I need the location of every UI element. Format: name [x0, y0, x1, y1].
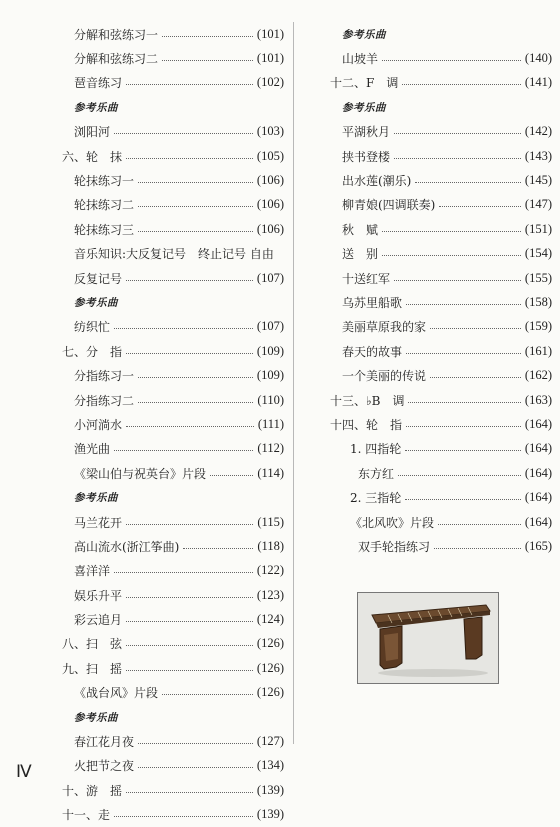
entry-page-number: (106) — [256, 221, 284, 236]
entry-page-number: (105) — [256, 148, 284, 163]
toc-entry — [330, 144, 552, 168]
toc-entry — [330, 193, 552, 217]
entry-title: 双手轮指练习 — [358, 539, 431, 554]
entry-title: 纺织忙 — [74, 320, 111, 335]
toc-entry — [62, 510, 284, 534]
dot-leader — [382, 60, 521, 61]
entry-title: 春江花月夜 — [74, 735, 135, 750]
toc-entry — [330, 534, 552, 558]
entry-page-number: (164) — [524, 441, 552, 456]
entry-page-number: (158) — [524, 294, 552, 309]
dot-leader — [183, 548, 253, 549]
dot-leader — [138, 182, 253, 183]
entry-title: 火把节之夜 — [74, 759, 135, 774]
entry-page-number: (107) — [256, 319, 284, 334]
dot-leader — [406, 426, 521, 427]
entry-title: 娱乐升平 — [74, 588, 123, 603]
toc-entry — [330, 437, 552, 461]
section-header — [330, 95, 552, 119]
entry-page-number: (141) — [524, 75, 552, 90]
entry-page-number: (162) — [524, 368, 552, 383]
entry-page-number: (140) — [524, 51, 552, 66]
toc-entry — [62, 412, 284, 436]
entry-title: 浏阳河 — [74, 125, 111, 140]
dot-leader — [406, 353, 521, 354]
entry-title: 分解和弦练习一 — [74, 27, 159, 42]
toc-entry — [330, 461, 552, 485]
dot-leader — [382, 231, 521, 232]
entry-title: 喜洋洋 — [74, 564, 111, 579]
toc-entry — [62, 656, 284, 680]
toc-entry — [62, 778, 284, 802]
entry-title: 山坡羊 — [342, 52, 379, 67]
toc-entry — [62, 534, 284, 558]
toc-entry — [330, 217, 552, 241]
entry-page-number: (124) — [256, 612, 284, 627]
dot-leader — [126, 84, 253, 85]
toc-entry — [62, 388, 284, 412]
toc-entry — [330, 168, 552, 192]
entry-page-number: (143) — [524, 148, 552, 163]
dot-leader — [114, 572, 253, 573]
toc-entry — [330, 315, 552, 339]
entry-title: 2. 三指轮 — [350, 491, 402, 506]
dot-leader — [114, 450, 253, 451]
dot-leader — [138, 402, 253, 403]
toc-entry — [62, 339, 284, 363]
entry-page-number: (127) — [256, 734, 284, 749]
toc-entry — [330, 510, 552, 534]
entry-page-number: (107) — [256, 270, 284, 285]
entry-page-number: (145) — [524, 173, 552, 188]
toc-entry — [330, 242, 552, 266]
toc-entry — [62, 22, 284, 46]
entry-title: 东方红 — [358, 466, 395, 481]
dot-leader — [138, 377, 253, 378]
toc-entry — [330, 412, 552, 436]
toc-entry — [62, 71, 284, 95]
entry-title: 琶音练习 — [74, 76, 123, 91]
entry-title: 《梁山伯与祝英台》片段 — [74, 466, 207, 481]
entry-page-number: (109) — [256, 368, 284, 383]
entry-page-number: (155) — [524, 270, 552, 285]
toc-entry — [62, 754, 284, 778]
entry-title: 柳青娘(四调联奏) — [342, 198, 436, 213]
section-header — [62, 485, 284, 509]
dot-leader — [415, 182, 521, 183]
entry-title: 音乐知识:大反复记号 终止记号 自由 — [74, 247, 274, 262]
dot-leader — [398, 475, 521, 476]
entry-page-number: (111) — [257, 416, 284, 431]
section-header-label: 参考乐曲 — [342, 101, 386, 114]
toc-entry — [62, 217, 284, 241]
dot-leader — [162, 694, 253, 695]
entry-title: 《北风吹》片段 — [350, 515, 435, 530]
toc-entry — [330, 363, 552, 387]
dot-leader — [126, 792, 253, 793]
entry-page-number: (164) — [524, 416, 552, 431]
toc-entry — [330, 485, 552, 509]
toc-entry — [62, 632, 284, 656]
dot-leader — [162, 36, 253, 37]
entry-title: 十送红军 — [342, 271, 391, 286]
entry-title: 轮抹练习一 — [74, 174, 135, 189]
page-number: Ⅳ — [16, 762, 32, 781]
toc-entry — [330, 120, 552, 144]
entry-page-number: (126) — [256, 685, 284, 700]
toc-entry — [62, 729, 284, 753]
toc-entry — [330, 339, 552, 363]
entry-page-number: (112) — [257, 441, 284, 456]
entry-page-number: (134) — [256, 758, 284, 773]
dot-leader — [114, 133, 253, 134]
entry-title: 1. 四指轮 — [350, 442, 402, 457]
entry-page-number: (164) — [524, 465, 552, 480]
dot-leader — [126, 353, 253, 354]
toc-entry — [62, 363, 284, 387]
toc-entry — [62, 120, 284, 144]
toc-entry — [62, 144, 284, 168]
entry-title: 分指练习二 — [74, 393, 135, 408]
dot-leader — [138, 231, 253, 232]
entry-page-number: (161) — [524, 343, 552, 358]
toc-entry — [330, 71, 552, 95]
section-header-label: 参考乐曲 — [342, 28, 386, 41]
entry-title: 一个美丽的传说 — [342, 369, 427, 384]
entry-page-number: (118) — [257, 538, 284, 553]
entry-title: 春天的故事 — [342, 344, 403, 359]
entry-title: 送 别 — [342, 247, 379, 262]
entry-page-number: (103) — [256, 124, 284, 139]
dot-leader — [126, 645, 253, 646]
dot-leader — [402, 84, 521, 85]
dot-leader — [126, 621, 253, 622]
entry-page-number: (165) — [524, 538, 552, 553]
entry-page-number: (139) — [256, 782, 284, 797]
entry-page-number: (126) — [256, 660, 284, 675]
entry-title: 轮抹练习三 — [74, 222, 135, 237]
dot-leader — [162, 60, 253, 61]
entry-page-number: (110) — [257, 392, 284, 407]
entry-title: 挟书登楼 — [342, 149, 391, 164]
entry-title: 分解和弦练习二 — [74, 52, 159, 67]
toc-entry — [62, 607, 284, 631]
entry-title: 九、扫 摇 — [62, 661, 123, 676]
dot-leader — [434, 548, 521, 549]
entry-page-number: (151) — [524, 221, 552, 236]
dot-leader — [439, 206, 521, 207]
dot-leader — [405, 499, 521, 500]
toc-right-column — [330, 22, 552, 559]
entry-title: 六、轮 抹 — [62, 149, 123, 164]
entry-page-number: (123) — [256, 587, 284, 602]
entry-title: 渔光曲 — [74, 442, 111, 457]
entry-page-number: (101) — [256, 51, 284, 66]
toc-entry — [62, 193, 284, 217]
section-header — [62, 290, 284, 314]
entry-page-number: (139) — [256, 807, 284, 822]
toc-entry — [62, 681, 284, 705]
toc-entry — [62, 315, 284, 339]
entry-title: 七、分 指 — [62, 344, 123, 359]
column-divider — [293, 22, 294, 744]
entry-title: 十、游 摇 — [62, 783, 123, 798]
entry-page-number: (106) — [256, 173, 284, 188]
entry-page-number: (101) — [256, 26, 284, 41]
entry-page-number: (102) — [256, 75, 284, 90]
toc-entry — [330, 290, 552, 314]
guzheng-photo — [357, 592, 499, 684]
entry-title: 十三、♭B 调 — [330, 393, 405, 408]
entry-title: 乌苏里船歌 — [342, 295, 403, 310]
dot-leader — [394, 280, 521, 281]
entry-page-number: (106) — [256, 197, 284, 212]
entry-page-number: (122) — [256, 563, 284, 578]
dot-leader — [408, 402, 520, 403]
entry-page-number: (164) — [524, 490, 552, 505]
dot-leader — [430, 328, 521, 329]
entry-title: 反复记号 — [74, 271, 123, 286]
entry-page-number: (114) — [257, 465, 284, 480]
dot-leader — [405, 450, 521, 451]
dot-leader — [210, 475, 253, 476]
dot-leader — [126, 426, 254, 427]
entry-title: 八、扫 弦 — [62, 637, 123, 652]
section-header-label: 参考乐曲 — [74, 101, 118, 114]
entry-title: 出水莲(潮乐) — [342, 174, 412, 189]
toc-entry — [62, 461, 284, 485]
section-header — [330, 22, 552, 46]
entry-title: 轮抹练习二 — [74, 198, 135, 213]
entry-title: 十二、F 调 — [330, 76, 399, 91]
dot-leader — [114, 816, 253, 817]
dot-leader — [126, 524, 253, 525]
dot-leader — [126, 280, 253, 281]
dot-leader — [382, 255, 521, 256]
entry-title: 十四、轮 指 — [330, 417, 403, 432]
toc-entry — [62, 242, 284, 266]
section-header-label: 参考乐曲 — [74, 296, 118, 309]
entry-title: 美丽草原我的家 — [342, 320, 427, 335]
dot-leader — [394, 158, 521, 159]
dot-leader — [126, 597, 253, 598]
dot-leader — [438, 524, 521, 525]
entry-page-number: (147) — [524, 197, 552, 212]
toc-entry — [62, 583, 284, 607]
entry-title: 平湖秋月 — [342, 125, 391, 140]
entry-title: 高山流水(浙江筝曲) — [74, 539, 180, 554]
section-header-label: 参考乐曲 — [74, 492, 118, 505]
dot-leader — [406, 304, 521, 305]
entry-title: 十一、走 — [62, 808, 111, 823]
entry-title: 《战台风》片段 — [74, 686, 159, 701]
dot-leader — [394, 133, 521, 134]
entry-title: 秋 赋 — [342, 222, 379, 237]
dot-leader — [138, 206, 253, 207]
entry-page-number: (115) — [257, 514, 284, 529]
entry-page-number: (164) — [524, 514, 552, 529]
section-header — [62, 705, 284, 729]
entry-title: 小河淌水 — [74, 417, 123, 432]
dot-leader — [138, 743, 253, 744]
toc-entry — [62, 803, 284, 827]
toc-entry — [330, 266, 552, 290]
dot-leader — [114, 328, 253, 329]
toc-entry — [330, 388, 552, 412]
dot-leader — [126, 158, 253, 159]
entry-page-number: (163) — [524, 392, 552, 407]
toc-entry — [62, 559, 284, 583]
toc-entry — [62, 266, 284, 290]
dot-leader — [138, 767, 253, 768]
dot-leader — [430, 377, 521, 378]
toc-entry — [330, 46, 552, 70]
section-header — [62, 95, 284, 119]
entry-title: 分指练习一 — [74, 369, 135, 384]
toc-entry — [62, 168, 284, 192]
entry-page-number: (159) — [524, 319, 552, 334]
entry-title: 马兰花开 — [74, 515, 123, 530]
entry-page-number: (142) — [524, 124, 552, 139]
toc-entry — [62, 437, 284, 461]
toc-left-column — [62, 22, 284, 827]
toc-entry — [62, 46, 284, 70]
dot-leader — [126, 670, 253, 671]
section-header-label: 参考乐曲 — [74, 711, 118, 724]
entry-page-number: (154) — [524, 246, 552, 261]
entry-title: 彩云追月 — [74, 613, 123, 628]
entry-page-number: (126) — [256, 636, 284, 651]
entry-page-number: (109) — [256, 343, 284, 358]
